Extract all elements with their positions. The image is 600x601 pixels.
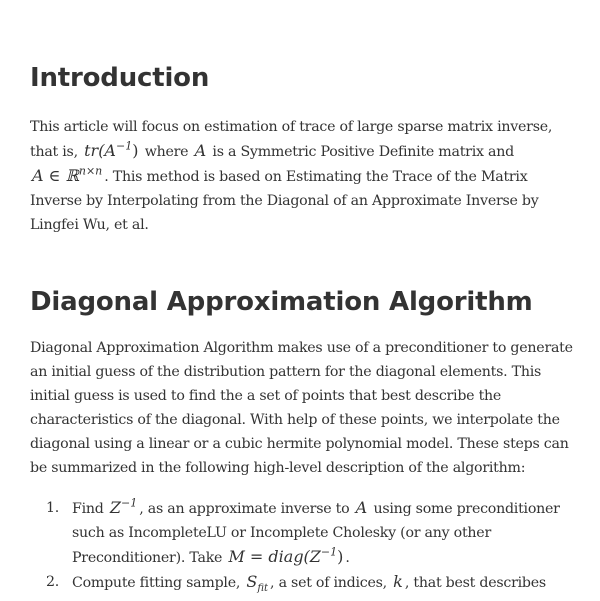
intro-text-4: . This method is based on Estimating the Trace of the Matrix Inverse by Interpolating from the Diagonal of an Approximate Inverse by Lingfei Wu, et al. <box>30 169 539 233</box>
list-item <box>30 570 575 601</box>
math-trace-exponent: −1 <box>115 139 133 153</box>
math-trace-close: ) <box>132 141 139 160</box>
step-text: Find <box>72 501 108 517</box>
introduction-heading: Introduction <box>30 63 210 93</box>
math-domain-base: A ∈ ℝ <box>32 166 79 185</box>
math-matrix-a: A <box>194 141 207 160</box>
intro-text-3: is a Symmetric Positive Definite matrix and <box>208 144 514 160</box>
math-trace-expression <box>82 141 140 160</box>
math-trace-base: tr(A <box>84 141 116 160</box>
math-approx-inverse <box>108 498 139 517</box>
math-m-base: M = diag(Z <box>228 547 321 566</box>
step-text: . <box>345 550 350 566</box>
step-text: , that best describes <box>404 575 546 591</box>
introduction-paragraph <box>30 115 575 237</box>
math-z: Z <box>109 498 121 517</box>
math-m-exponent: −1 <box>320 545 338 559</box>
step-text: Compute fitting sample, <box>72 575 245 591</box>
math-fitting-sample <box>244 572 270 595</box>
math-matrix-domain <box>30 166 104 185</box>
step-number: 2. <box>46 574 60 590</box>
math-z-exponent: −1 <box>121 496 138 510</box>
step-number: 1. <box>46 500 60 516</box>
step-text: using some preconditioner such as IncompleteLU or Incomplete Cholesky (or any other Preconditioner). Take <box>72 501 560 566</box>
algorithm-steps-list <box>30 496 575 601</box>
math-s: S <box>246 572 258 591</box>
math-m-close: ) <box>337 547 344 566</box>
intro-text-2: where <box>140 144 193 160</box>
math-matrix-a: A <box>355 498 368 517</box>
article-content <box>30 58 575 601</box>
math-m-definition <box>226 547 345 566</box>
math-domain-exponent: n×n <box>78 164 103 178</box>
step-text: , as an approximate inverse to <box>139 501 354 517</box>
step-text: , a set of indices, <box>270 575 392 591</box>
math-k: k <box>393 572 403 591</box>
diagonal-approximation-heading: Diagonal Approximation Algorithm <box>30 287 533 317</box>
math-s-subscript: fit <box>257 583 269 595</box>
intro-text-1: This article will focus on estimation of trace of large sparse matrix inverse, that is, <box>30 119 553 160</box>
list-item <box>30 496 575 570</box>
diagonal-approximation-paragraph: Diagonal Approximation Algorithm makes use of a preconditioner to generate an initial guess of the distribution pattern for the diagonal elements. This initial guess is used to find the a set of points that best describe the characteristics of the diagonal. With help of these points, we interpolate the diagonal using a linear or a cubic hermite polynomial model. These steps can be summarized in the following high-level description of the algorithm: <box>30 340 573 476</box>
